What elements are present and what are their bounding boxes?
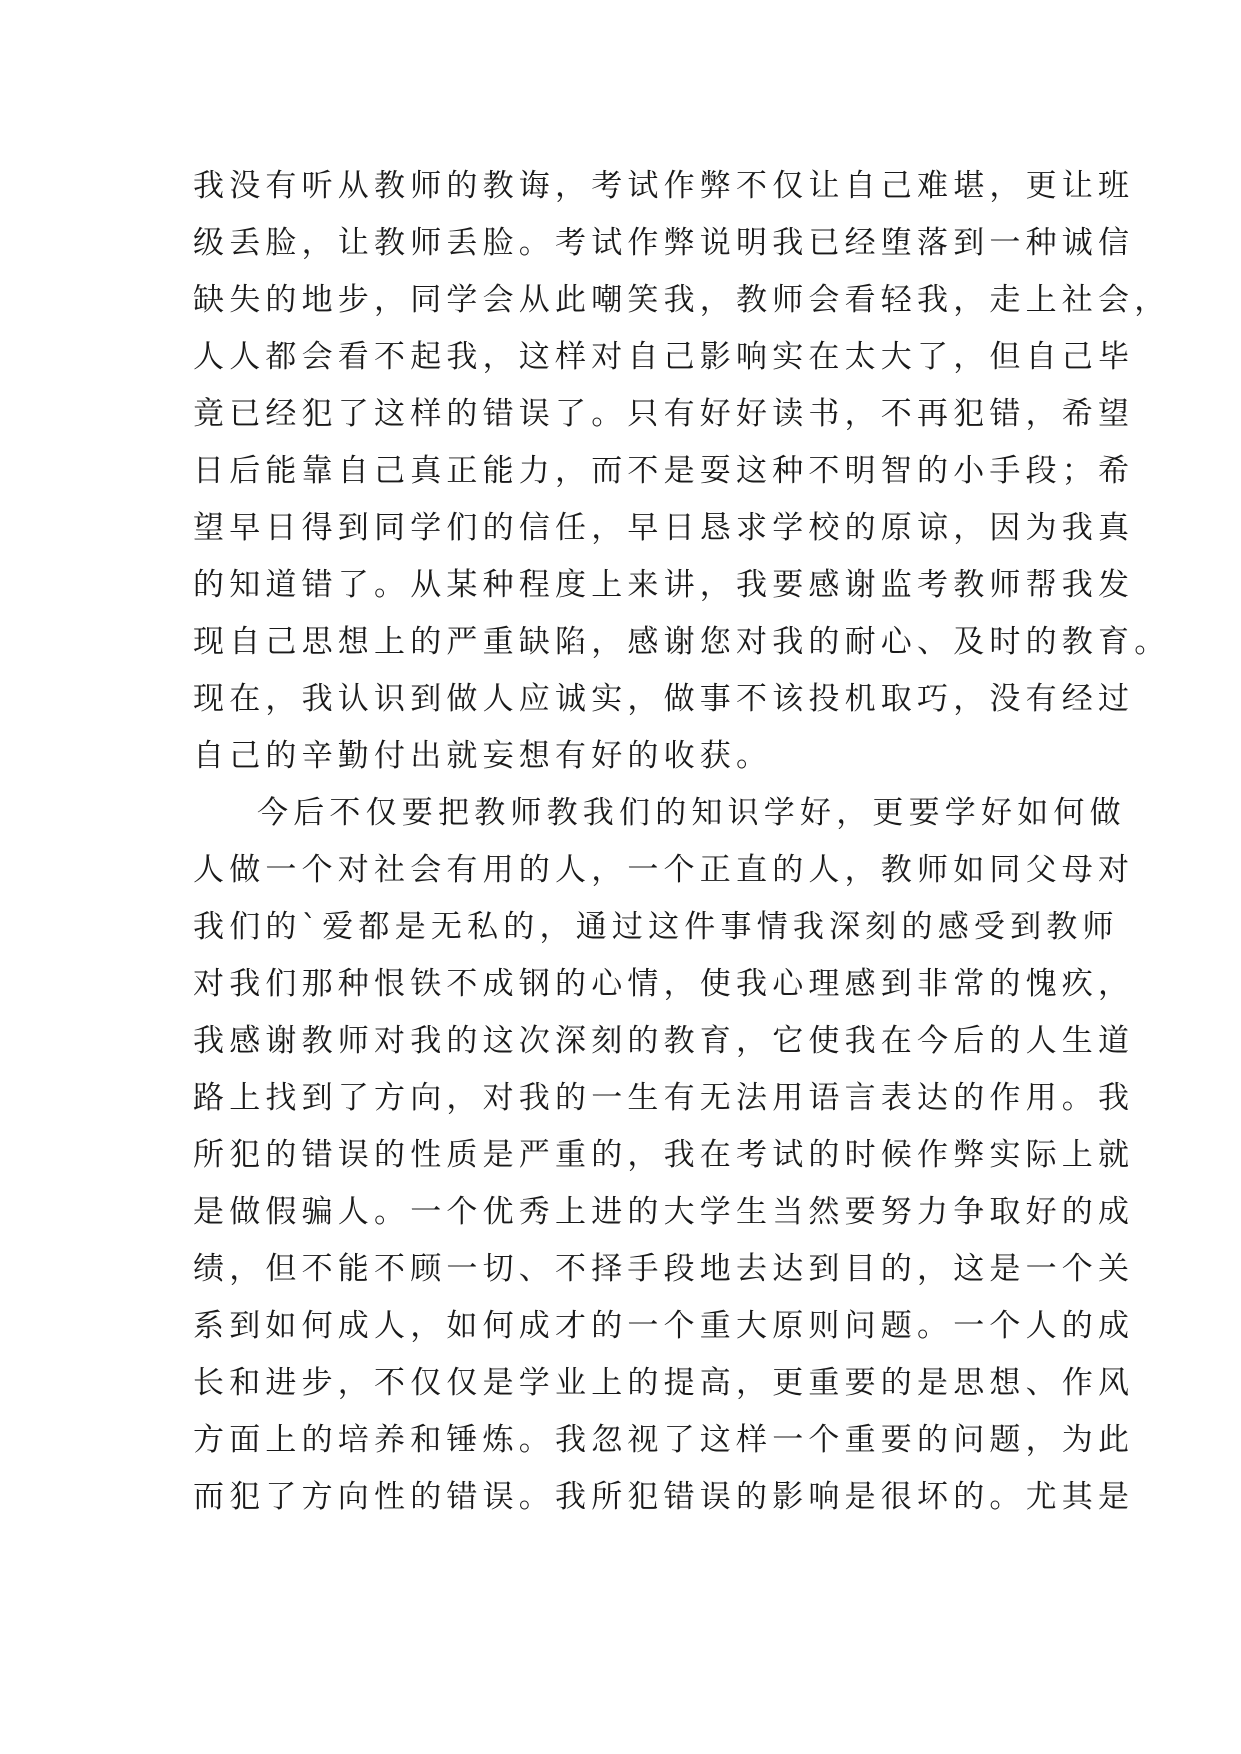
paragraph-line: 路上找到了方向，对我的一生有无法用语言表达的作用。我 (193, 1080, 1135, 1116)
paragraph-first-line: 今后不仅要把教师教我们的知识学好，更要学好如何做 (257, 795, 1126, 831)
paragraph-line: 我没有听从教师的教诲，考试作弊不仅让自己难堪，更让班 (193, 168, 1135, 204)
paragraph-line: 而犯了方向性的错误。我所犯错误的影响是很坏的。尤其是 (193, 1479, 1135, 1515)
paragraph-line: 现自己思想上的严重缺陷，感谢您对我的耐心、及时的教育。 (193, 624, 1171, 660)
paragraph-line: 级丢脸，让教师丢脸。考试作弊说明我已经堕落到一种诚信 (193, 225, 1135, 261)
paragraph-line: 长和进步，不仅仅是学业上的提高，更重要的是思想、作风 (193, 1365, 1135, 1401)
paragraph-line: 系到如何成人，如何成才的一个重大原则问题。一个人的成 (193, 1308, 1135, 1344)
paragraph-line: 方面上的培养和锤炼。我忽视了这样一个重要的问题，为此 (193, 1422, 1135, 1458)
paragraph-line: 人人都会看不起我，这样对自己影响实在太大了，但自己毕 (193, 339, 1135, 375)
paragraph-line: 对我们那种恨铁不成钢的心情，使我心理感到非常的愧疚， (193, 966, 1135, 1002)
paragraph-line: 的知道错了。从某种程度上来讲，我要感谢监考教师帮我发 (193, 567, 1135, 603)
paragraph-line: 绩，但不能不顾一切、不择手段地去达到目的，这是一个关 (193, 1251, 1135, 1287)
paragraph-line: 望早日得到同学们的信任，早日恳求学校的原谅，因为我真 (193, 510, 1135, 546)
document-body (193, 158, 1171, 1526)
paragraph-line: 现在，我认识到做人应诚实，做事不该投机取巧，没有经过 (193, 681, 1135, 717)
paragraph-line: 日后能靠自己真正能力，而不是耍这种不明智的小手段；希 (193, 453, 1135, 489)
paragraph-line: 竟已经犯了这样的错误了。只有好好读书，不再犯错，希望 (193, 396, 1135, 432)
paragraph-line: 是做假骗人。一个优秀上进的大学生当然要努力争取好的成 (193, 1194, 1135, 1230)
paragraph-line: 自己的辛勤付出就妄想有好的收获。 (193, 738, 773, 774)
paragraph-line: 我感谢教师对我的这次深刻的教育，它使我在今后的人生道 (193, 1023, 1135, 1059)
paragraph-line: 人做一个对社会有用的人，一个正直的人，教师如同父母对 (193, 852, 1135, 888)
paragraph-line: 我们的`爱都是无私的，通过这件事情我深刻的感受到教师 (193, 909, 1119, 945)
paragraph-line: 缺失的地步，同学会从此嘲笑我，教师会看轻我，走上社会， (193, 282, 1171, 318)
paragraph-line: 所犯的错误的性质是严重的，我在考试的时候作弊实际上就 (193, 1137, 1135, 1173)
